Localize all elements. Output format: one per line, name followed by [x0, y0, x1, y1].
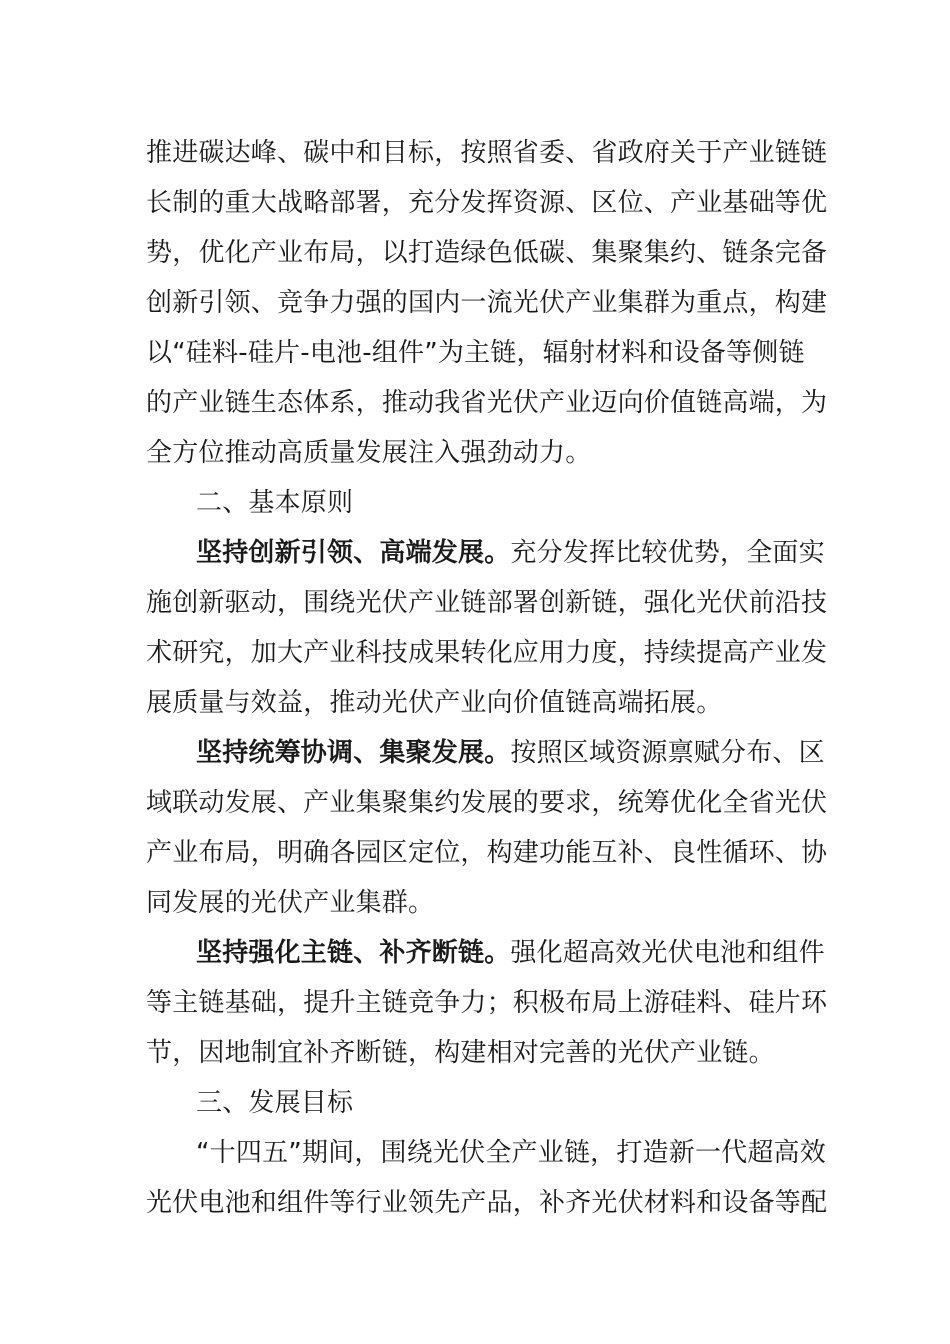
principle-3-line-2: 等主链基础，提升主链竞争力；积极布局上游硅料、硅片环	[146, 988, 828, 1018]
intro-line-3: 势，优化产业布局，以打造绿色低碳、集聚集约、链条完备	[146, 238, 828, 268]
principle-1-line-4: 展质量与效益，推动光伏产业向价值链高端拓展。	[146, 688, 723, 718]
principle-3-first-line	[196, 928, 876, 978]
principle-1-first-line	[196, 528, 876, 578]
principle-2-text: 按照区域资源禀赋分布、区	[510, 738, 825, 768]
section-heading-principles: 二、基本原则	[196, 488, 354, 518]
intro-line-2: 长制的重大战略部署，充分发挥资源、区位、产业基础等优	[146, 188, 828, 218]
intro-line-4: 创新引领、竞争力强的国内一流光伏产业集群为重点，构建	[146, 288, 828, 318]
intro-line-1: 推进碳达峰、碳中和目标，按照省委、省政府关于产业链链	[146, 138, 828, 168]
principle-1-line-3: 术研究，加大产业科技成果转化应用力度，持续提高产业发	[146, 638, 828, 668]
principle-2-line-4: 同发展的光伏产业集群。	[146, 888, 435, 918]
intro-line-5: 以“硅料-硅片-电池-组件”为主链，辐射材料和设备等侧链	[146, 338, 805, 368]
principle-2-line-2: 域联动发展、产业集聚集约发展的要求，统筹优化全省光伏	[146, 788, 828, 818]
principle-3-line-3: 节，因地制宜补齐断链，构建相对完善的光伏产业链。	[146, 1038, 775, 1068]
principle-2-first-line	[196, 728, 876, 778]
goals-line-2: 光伏电池和组件等行业领先产品，补齐光伏材料和设备等配	[146, 1188, 828, 1218]
intro-line-6: 的产业链生态体系，推动我省光伏产业迈向价值链高端，为	[146, 388, 828, 418]
principle-3-text: 强化超高效光伏电池和组件	[510, 938, 825, 968]
intro-line-7: 全方位推动高质量发展注入强劲动力。	[146, 438, 592, 468]
principle-1-title: 坚持创新引领、高端发展。	[196, 538, 511, 568]
section-heading-goals: 三、发展目标	[196, 1088, 354, 1118]
principle-3-title: 坚持强化主链、补齐断链。	[196, 938, 511, 968]
principle-2-title: 坚持统筹协调、集聚发展。	[196, 738, 511, 768]
principle-1-line-2: 施创新驱动，围绕光伏产业链部署创新链，强化光伏前沿技	[146, 588, 828, 618]
principle-1-text: 充分发挥比较优势，全面实	[510, 538, 825, 568]
principle-2-line-3: 产业布局，明确各园区定位，构建功能互补、良性循环、协	[146, 838, 828, 868]
goals-line-1: “十四五”期间，围绕光伏全产业链，打造新一代超高效	[196, 1138, 826, 1168]
